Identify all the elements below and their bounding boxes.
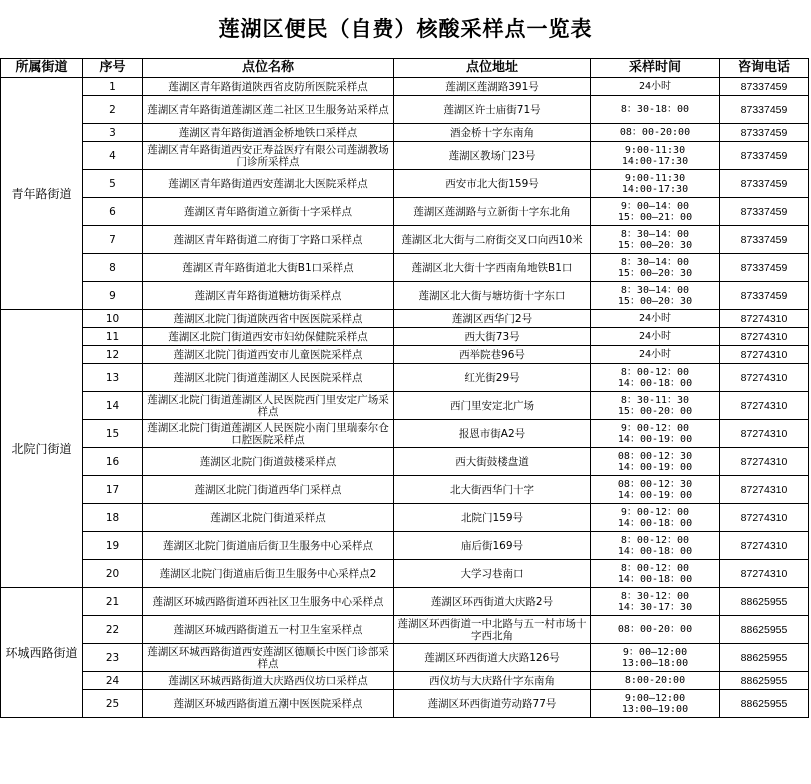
row-number-cell: 21 bbox=[83, 588, 143, 616]
table-row bbox=[1, 346, 809, 364]
table-row bbox=[1, 504, 809, 532]
site-name-cell: 莲湖区北院门街道莲湖区人民医院西门里安定广场采样点 bbox=[143, 392, 394, 420]
sampling-time-cell: 9：00-12：00 14：00-19：00 bbox=[591, 420, 720, 448]
site-name-cell: 莲湖区北院门街道西华门采样点 bbox=[143, 476, 394, 504]
row-number-cell: 9 bbox=[83, 282, 143, 310]
site-address-cell: 莲湖区环西街道大庆路126号 bbox=[394, 644, 591, 672]
row-number-cell: 6 bbox=[83, 198, 143, 226]
site-name-cell: 莲湖区北院门街道鼓楼采样点 bbox=[143, 448, 394, 476]
table-row bbox=[1, 532, 809, 560]
table-row bbox=[1, 364, 809, 392]
sampling-time-cell: 8：00-12：00 14：00-18：00 bbox=[591, 364, 720, 392]
row-number-cell: 24 bbox=[83, 672, 143, 690]
site-name-cell: 莲湖区北院门街道西安市儿童医院采样点 bbox=[143, 346, 394, 364]
table-row bbox=[1, 476, 809, 504]
site-address-cell: 报恩市街A2号 bbox=[394, 420, 591, 448]
table-row bbox=[1, 282, 809, 310]
table-row bbox=[1, 310, 809, 328]
sampling-time-cell: 08：00-20：00 bbox=[591, 616, 720, 644]
row-number-cell: 17 bbox=[83, 476, 143, 504]
table-row bbox=[1, 616, 809, 644]
phone-cell: 88625955 bbox=[720, 644, 809, 672]
row-number-cell: 25 bbox=[83, 690, 143, 718]
phone-cell: 87274310 bbox=[720, 310, 809, 328]
phone-cell: 87274310 bbox=[720, 532, 809, 560]
site-name-cell: 莲湖区环城西路街道五一村卫生室采样点 bbox=[143, 616, 394, 644]
sampling-time-cell: 8：00-12：00 14：00-18：00 bbox=[591, 532, 720, 560]
site-address-cell: 北院门159号 bbox=[394, 504, 591, 532]
sampling-time-cell: 24小时 bbox=[591, 346, 720, 364]
sampling-time-cell: 8：30-12：00 14：30-17：30 bbox=[591, 588, 720, 616]
site-name-cell: 莲湖区青年路街道莲湖区莲二社区卫生服务站采样点 bbox=[143, 96, 394, 124]
site-name-cell: 莲湖区青年路街道酒金桥地铁口采样点 bbox=[143, 124, 394, 142]
phone-cell: 87274310 bbox=[720, 448, 809, 476]
phone-cell: 87337459 bbox=[720, 96, 809, 124]
row-number-cell: 4 bbox=[83, 142, 143, 170]
site-address-cell: 西安市北大街159号 bbox=[394, 170, 591, 198]
table-row bbox=[1, 690, 809, 718]
sampling-time-cell: 9：00—12:00 13:00—18:00 bbox=[591, 644, 720, 672]
header-site-address: 点位地址 bbox=[394, 59, 591, 78]
table-row bbox=[1, 170, 809, 198]
row-number-cell: 1 bbox=[83, 78, 143, 96]
sampling-time-cell: 8：30—14：00 15：00—20：30 bbox=[591, 226, 720, 254]
site-name-cell: 莲湖区北院门街道庙后街卫生服务中心采样点 bbox=[143, 532, 394, 560]
table-row bbox=[1, 198, 809, 226]
phone-cell: 87274310 bbox=[720, 560, 809, 588]
header-number: 序号 bbox=[83, 59, 143, 78]
row-number-cell: 10 bbox=[83, 310, 143, 328]
site-address-cell: 莲湖区北大街与塘坊街十字东口 bbox=[394, 282, 591, 310]
site-name-cell: 莲湖区环城西路街道西安莲湖区德顺长中医门诊部采样点 bbox=[143, 644, 394, 672]
table-row bbox=[1, 644, 809, 672]
sampling-time-cell: 08：00-12：30 14：00-19：00 bbox=[591, 448, 720, 476]
site-address-cell: 西大街73号 bbox=[394, 328, 591, 346]
sampling-time-cell: 08：00-12：30 14：00-19：00 bbox=[591, 476, 720, 504]
header-street: 所属街道 bbox=[1, 59, 83, 78]
sampling-time-cell: 9:00-11:30 14:00-17:30 bbox=[591, 170, 720, 198]
site-address-cell: 西举院巷96号 bbox=[394, 346, 591, 364]
site-address-cell: 莲湖区环西街道劳动路77号 bbox=[394, 690, 591, 718]
site-name-cell: 莲湖区青年路街道立新街十字采样点 bbox=[143, 198, 394, 226]
street-cell: 北院门街道 bbox=[1, 310, 83, 588]
row-number-cell: 23 bbox=[83, 644, 143, 672]
row-number-cell: 12 bbox=[83, 346, 143, 364]
row-number-cell: 8 bbox=[83, 254, 143, 282]
phone-cell: 87337459 bbox=[720, 170, 809, 198]
sampling-time-cell: 24小时 bbox=[591, 78, 720, 96]
site-address-cell: 西门里安定北广场 bbox=[394, 392, 591, 420]
row-number-cell: 7 bbox=[83, 226, 143, 254]
sampling-time-cell: 8：30-18：00 bbox=[591, 96, 720, 124]
site-name-cell: 莲湖区青年路街道西安莲湖北大医院采样点 bbox=[143, 170, 394, 198]
site-name-cell: 莲湖区北院门街道庙后街卫生服务中心采样点2 bbox=[143, 560, 394, 588]
row-number-cell: 19 bbox=[83, 532, 143, 560]
table-row bbox=[1, 254, 809, 282]
table-row bbox=[1, 142, 809, 170]
sampling-time-cell: 24小时 bbox=[591, 328, 720, 346]
table-row bbox=[1, 78, 809, 96]
site-address-cell: 酒金桥十字东南角 bbox=[394, 124, 591, 142]
phone-cell: 87274310 bbox=[720, 476, 809, 504]
header-phone: 咨询电话 bbox=[720, 59, 809, 78]
site-name-cell: 莲湖区环城西路街道五潮中医医院采样点 bbox=[143, 690, 394, 718]
table-row bbox=[1, 226, 809, 254]
header-site-name: 点位名称 bbox=[143, 59, 394, 78]
row-number-cell: 20 bbox=[83, 560, 143, 588]
row-number-cell: 15 bbox=[83, 420, 143, 448]
site-name-cell: 莲湖区环城西路街道环西社区卫生服务中心采样点 bbox=[143, 588, 394, 616]
row-number-cell: 16 bbox=[83, 448, 143, 476]
sampling-time-cell: 9：00-12：00 14：00-18：00 bbox=[591, 504, 720, 532]
table-row bbox=[1, 672, 809, 690]
table-row bbox=[1, 448, 809, 476]
sampling-time-cell: 9：00—14：00 15：00—21：00 bbox=[591, 198, 720, 226]
phone-cell: 87337459 bbox=[720, 78, 809, 96]
sampling-time-cell: 9:00—12:00 13:00—19:00 bbox=[591, 690, 720, 718]
sampling-time-cell: 9:00-11:30 14:00-17:30 bbox=[591, 142, 720, 170]
site-address-cell: 莲湖区环西街道一中北路与五一村市场十字西北角 bbox=[394, 616, 591, 644]
site-name-cell: 莲湖区青年路街道二府街丁字路口采样点 bbox=[143, 226, 394, 254]
site-address-cell: 莲湖区北大街与二府街交叉口向西10米 bbox=[394, 226, 591, 254]
phone-cell: 88625955 bbox=[720, 690, 809, 718]
table-row bbox=[1, 392, 809, 420]
phone-cell: 87337459 bbox=[720, 198, 809, 226]
sampling-time-cell: 08：00-20:00 bbox=[591, 124, 720, 142]
row-number-cell: 11 bbox=[83, 328, 143, 346]
site-name-cell: 莲湖区北院门街道莲湖区人民医院小南门里瑞泰尔仓口腔医院采样点 bbox=[143, 420, 394, 448]
sampling-time-cell: 8：30—14：00 15：00—20：30 bbox=[591, 254, 720, 282]
sampling-time-cell: 8：30—14：00 15：00—20：30 bbox=[591, 282, 720, 310]
sampling-time-cell: 8：00-12：00 14：00-18：00 bbox=[591, 560, 720, 588]
phone-cell: 87337459 bbox=[720, 282, 809, 310]
site-address-cell: 北大街西华门十字 bbox=[394, 476, 591, 504]
phone-cell: 87274310 bbox=[720, 420, 809, 448]
phone-cell: 87337459 bbox=[720, 124, 809, 142]
site-name-cell: 莲湖区青年路街道西安正寿益医疗有限公司莲湖教场门诊所采样点 bbox=[143, 142, 394, 170]
table-row bbox=[1, 96, 809, 124]
row-number-cell: 18 bbox=[83, 504, 143, 532]
phone-cell: 87274310 bbox=[720, 392, 809, 420]
page-title: 莲湖区便民（自费）核酸采样点一览表 bbox=[218, 17, 593, 41]
site-address-cell: 莲湖区莲湖路391号 bbox=[394, 78, 591, 96]
site-name-cell: 莲湖区北院门街道陕西省中医医院采样点 bbox=[143, 310, 394, 328]
site-address-cell: 莲湖区北大街十字西南角地铁B1口 bbox=[394, 254, 591, 282]
table-row bbox=[1, 420, 809, 448]
sampling-sites-table bbox=[0, 58, 809, 718]
table-row bbox=[1, 328, 809, 346]
site-name-cell: 莲湖区北院门街道莲湖区人民医院采样点 bbox=[143, 364, 394, 392]
table-row bbox=[1, 588, 809, 616]
phone-cell: 87337459 bbox=[720, 254, 809, 282]
sampling-time-cell: 24小时 bbox=[591, 310, 720, 328]
site-address-cell: 西仪坊与大庆路什字东南角 bbox=[394, 672, 591, 690]
row-number-cell: 13 bbox=[83, 364, 143, 392]
table-row bbox=[1, 124, 809, 142]
phone-cell: 87274310 bbox=[720, 346, 809, 364]
row-number-cell: 2 bbox=[83, 96, 143, 124]
phone-cell: 87337459 bbox=[720, 142, 809, 170]
site-address-cell: 大学习巷南口 bbox=[394, 560, 591, 588]
site-name-cell: 莲湖区北院门街道采样点 bbox=[143, 504, 394, 532]
header-sampling-time: 采样时间 bbox=[591, 59, 720, 78]
site-address-cell: 庙后街169号 bbox=[394, 532, 591, 560]
row-number-cell: 5 bbox=[83, 170, 143, 198]
site-name-cell: 莲湖区青年路街道陕西省皮防所医院采样点 bbox=[143, 78, 394, 96]
site-name-cell: 莲湖区青年路街道糖坊街采样点 bbox=[143, 282, 394, 310]
phone-cell: 88625955 bbox=[720, 672, 809, 690]
site-address-cell: 莲湖区莲湖路与立新街十字东北角 bbox=[394, 198, 591, 226]
table-row bbox=[1, 560, 809, 588]
sampling-time-cell: 8：30-11：30 15：00-20：00 bbox=[591, 392, 720, 420]
phone-cell: 87274310 bbox=[720, 364, 809, 392]
table-header-row bbox=[1, 59, 809, 78]
street-cell: 青年路街道 bbox=[1, 78, 83, 310]
site-address-cell: 莲湖区环西街道大庆路2号 bbox=[394, 588, 591, 616]
row-number-cell: 3 bbox=[83, 124, 143, 142]
street-cell: 环城西路街道 bbox=[1, 588, 83, 718]
site-address-cell: 莲湖区西华门2号 bbox=[394, 310, 591, 328]
phone-cell: 88625955 bbox=[720, 616, 809, 644]
site-address-cell: 红光街29号 bbox=[394, 364, 591, 392]
row-number-cell: 14 bbox=[83, 392, 143, 420]
site-address-cell: 莲湖区教场门23号 bbox=[394, 142, 591, 170]
phone-cell: 87337459 bbox=[720, 226, 809, 254]
phone-cell: 87274310 bbox=[720, 328, 809, 346]
phone-cell: 87274310 bbox=[720, 504, 809, 532]
site-name-cell: 莲湖区青年路街道北大街B1口采样点 bbox=[143, 254, 394, 282]
row-number-cell: 22 bbox=[83, 616, 143, 644]
sampling-time-cell: 8:00-20:00 bbox=[591, 672, 720, 690]
table-body bbox=[1, 78, 809, 718]
site-name-cell: 莲湖区环城西路街道大庆路西仪坊口采样点 bbox=[143, 672, 394, 690]
site-name-cell: 莲湖区北院门街道西安市妇幼保健院采样点 bbox=[143, 328, 394, 346]
site-address-cell: 莲湖区许士庙街71号 bbox=[394, 96, 591, 124]
site-address-cell: 西大街鼓楼盘道 bbox=[394, 448, 591, 476]
phone-cell: 88625955 bbox=[720, 588, 809, 616]
